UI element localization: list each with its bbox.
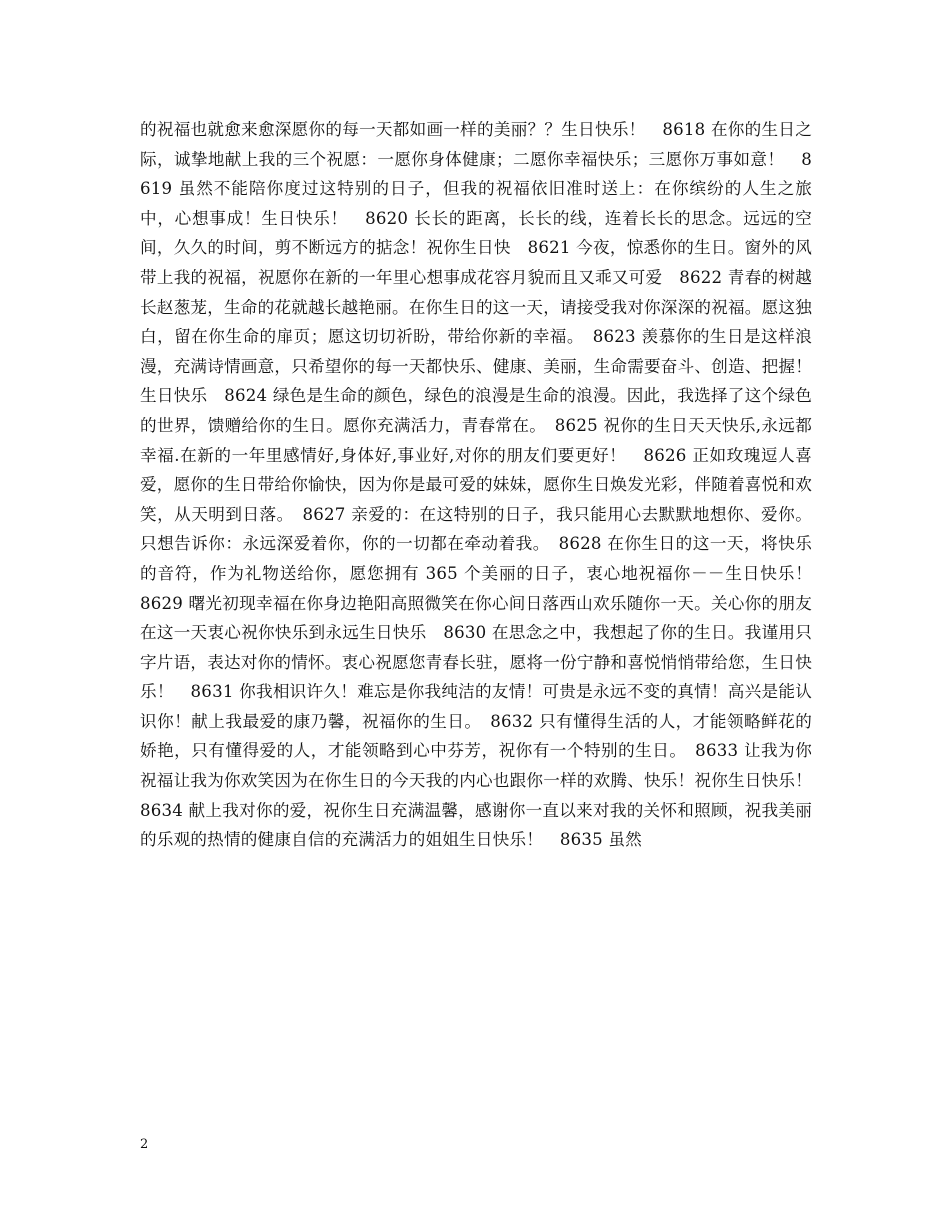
page-number: 2 — [140, 1137, 149, 1152]
body-paragraph: 的祝福也就愈来愈深愿你的每一天都如画一样的美丽？？生日快乐！ 8618 在你的生日之际，诚挚地献上我的三个祝愿：一愿你身体健康；二愿你幸福快乐；三愿你万事如意！ 8619 虽然不能陪你度过这特别的日子，但我的祝福依旧准时送上：在你缤纷的人生之旅中，心想事成！生日快乐！ 8620 长长的距离，长长的线，连着长长的思念。远远的空间，久久的时间，剪不断远方的掂念！祝你生日快 8621 今夜，惊悉你的生日。窗外的风带上我的祝福，祝愿你在新的一年里心想事成花容月貌而且又乖又可爱 8622 青春的树越长赵葱茏，生命的花就越长越艳丽。在你生日的这一天，请接受我对你深深的祝福。愿这独白，留在你生命的扉页；愿这切切祈盼，带给你新的幸福。 8623 羡慕你的生日是这样浪漫，充满诗情画意，只希望你的每一天都快乐、健康、美丽，生命需要奋斗、创造、把握！生日快乐 8624 绿色是生命的颜色，绿色的浪漫是生命的浪漫。因此，我选择了这个绿色的世界，馈赠给你的生日。愿你充满活力，青春常在。 8625 祝你的生日天天快乐,永远都幸福.在新的一年里感情好,身体好,事业好,对你的朋友们要更好！ 8626 正如玫瑰逗人喜爱，愿你的生日带给你愉快，因为你是最可爱的妹妹，愿你生日焕发光彩，伴随着喜悦和欢笑，从天明到日落。 8627 亲爱的：在这特别的日子，我只能用心去默默地想你、爱你。只想告诉你：永远深爱着你，你的一切都在牵动着我。 8628 在你生日的这一天，将快乐的音符，作为礼物送给你，愿您拥有 365 个美丽的日子，衷心地祝福你－－生日快乐！ 8629 曙光初现幸福在你身边艳阳高照微笑在你心间日落西山欢乐随你一天。关心你的朋友在这一天衷心祝你快乐到永远生日快乐 8630 在思念之中，我想起了你的生日。我谨用只字片语，表达对你的情怀。衷心祝愿您青春长驻，愿将一份宁静和喜悦悄悄带给您，生日快乐！ 8631 你我相识许久！难忘是你我纯洁的友情！可贵是永远不变的真情！高兴是能认识你！献上我最爱的康乃馨，祝福你的生日。 8632 只有懂得生活的人，才能领略鲜花的娇艳，只有懂得爱的人，才能领略到心中芬芳，祝你有一个特别的生日。 8633 让我为你祝福让我为你欢笑因为在你生日的今天我的内心也跟你一样的欢腾、快乐！祝你生日快乐！ 8634 献上我对你的爱，祝你生日充满温馨，感谢你一直以来对我的关怀和照顾，祝我美丽的乐观的热情的健康自信的充满活力的姐姐生日快乐！ 8635 虽然 — [140, 120, 829, 850]
